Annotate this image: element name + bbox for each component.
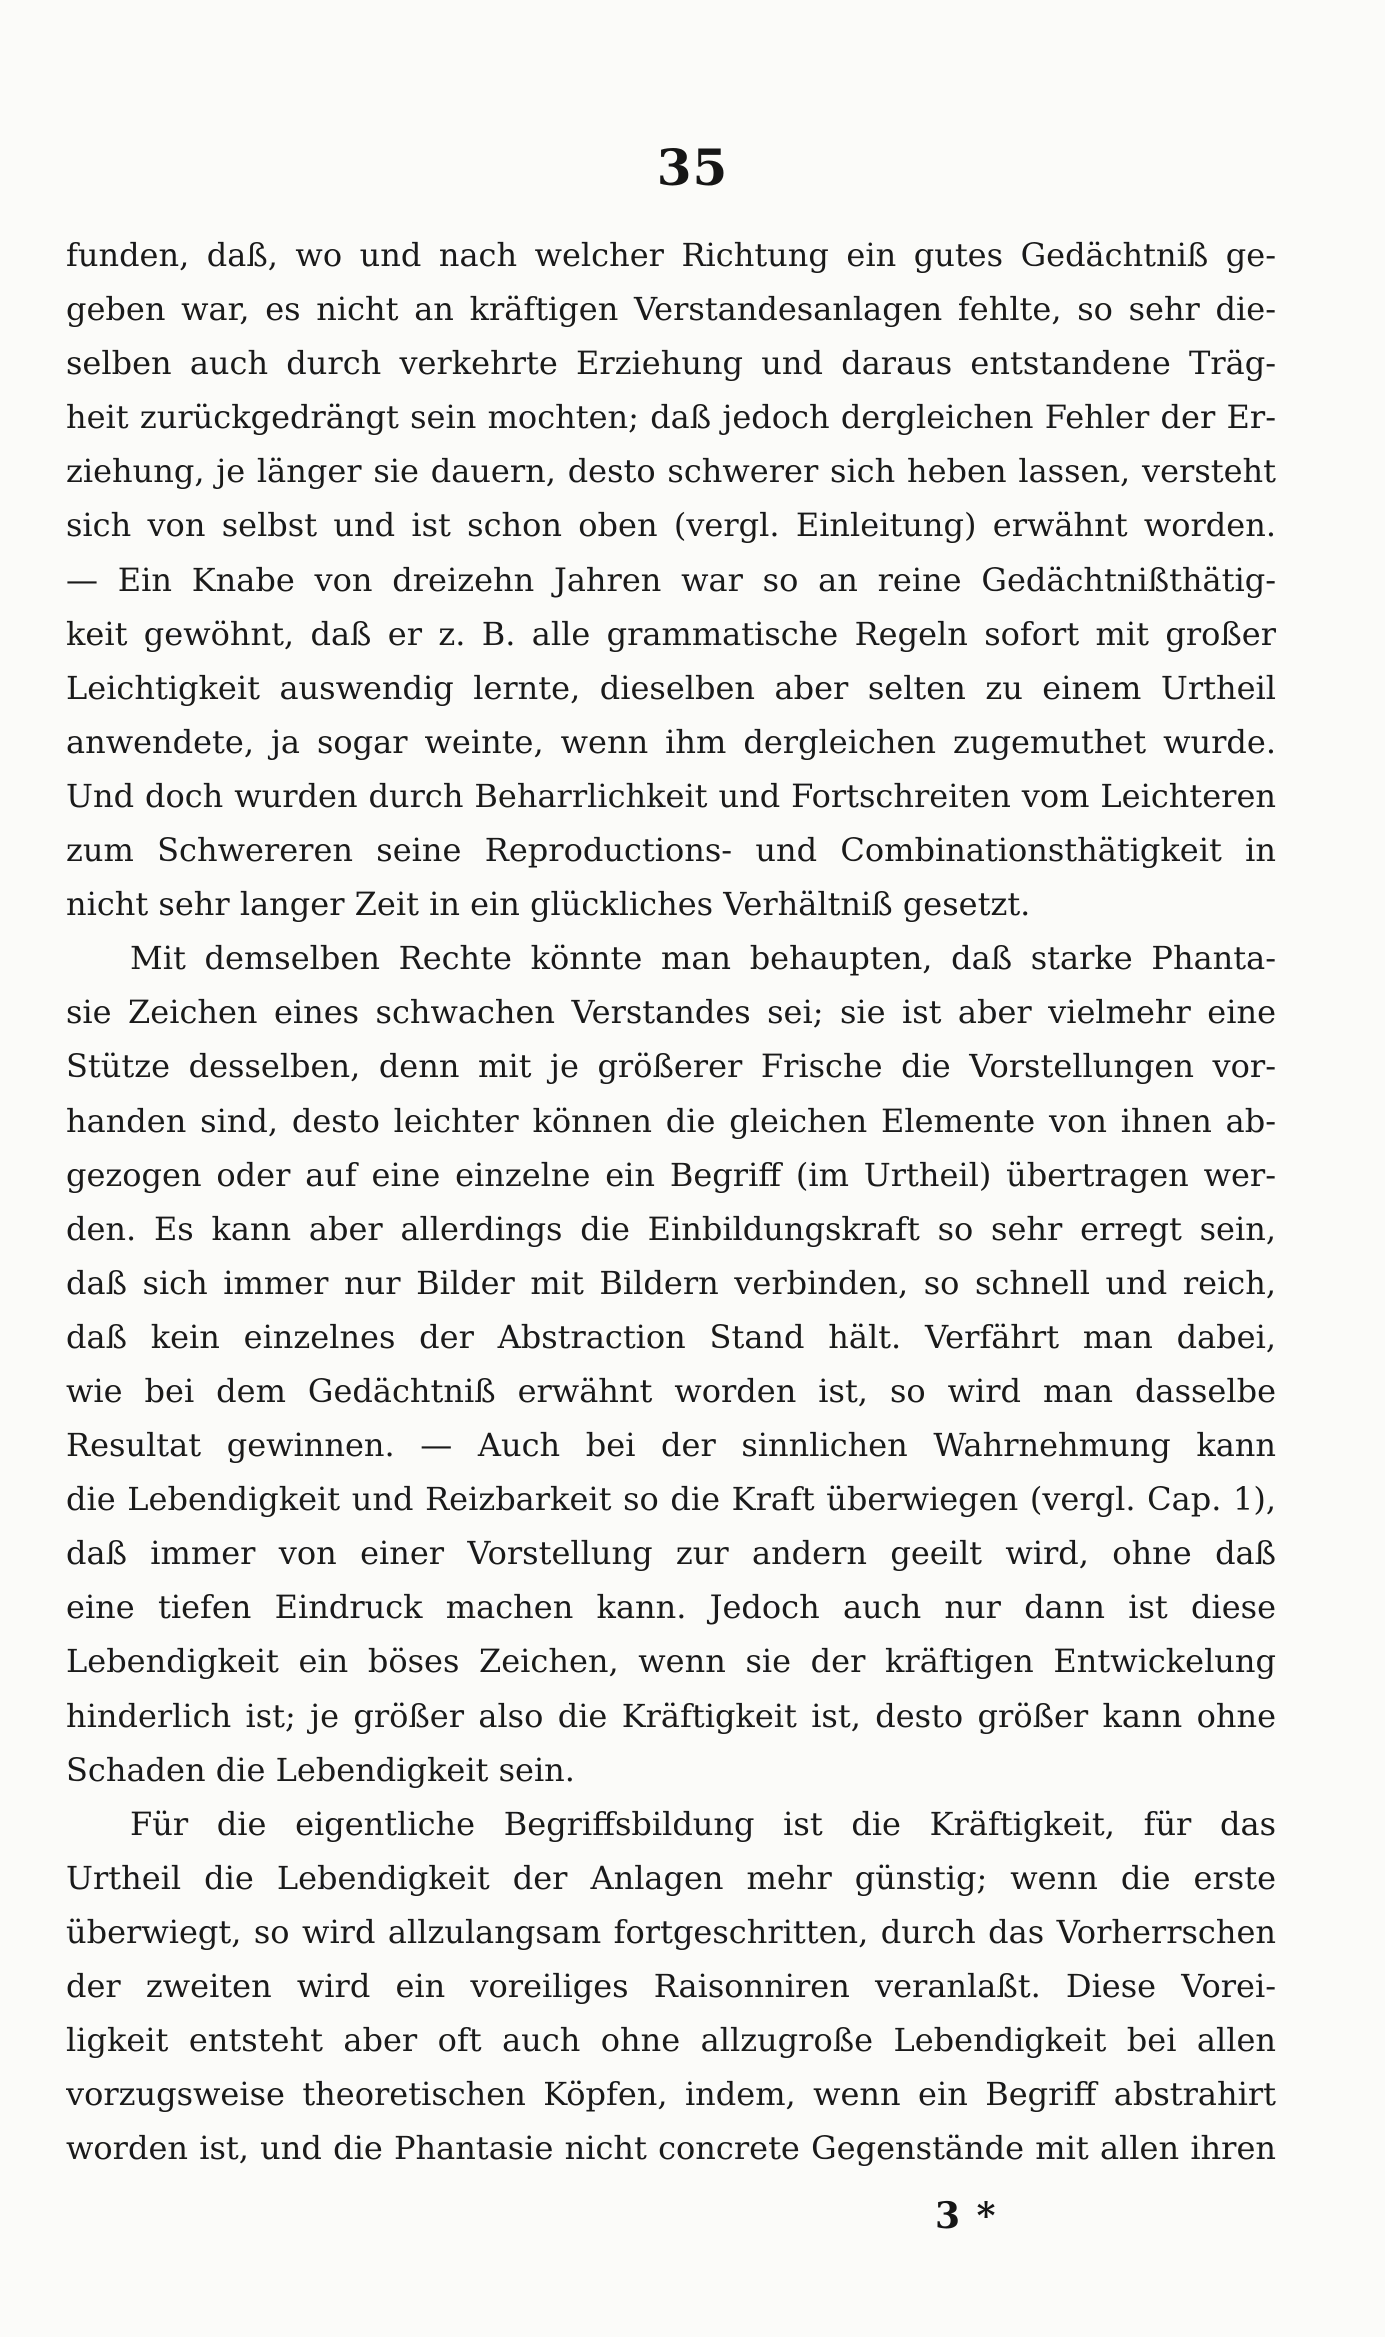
text-line: eine tiefen Eindruck machen kann. Jedoch auch nur dann ist diese [66,1588,1276,1627]
text-line: — Ein Knabe von dreizehn Jahren war so an reine Gedächtnißthätig- [66,560,1276,599]
text-line: sich von selbst und ist schon oben (vergl. Einleitung) erwähnt worden. [66,506,1276,545]
text-line: anwendete, ja sogar weinte, wenn ihm dergleichen zugemuthet wurde. [66,722,1276,761]
text-line: der zweiten wird ein voreiliges Raisonniren veranlaßt. Diese Vorei- [66,1967,1276,2005]
text-line: wie bei dem Gedächtniß erwähnt worden ist, so wird man dasselbe [66,1371,1276,1410]
text-line: Leichtigkeit auswendig lernte, dieselben aber selten zu einem Urtheil [66,668,1276,707]
text-line: daß sich immer nur Bilder mit Bildern verbinden, so schnell und reich, [66,1263,1276,1302]
text-line: vorzugsweise theoretischen Köpfen, indem, wenn ein Begriff abstrahirt [66,2075,1276,2114]
text-line: worden ist, und die Phantasie nicht concrete Gegenstände mit allen ihren [66,2129,1276,2168]
text-line: ligkeit entsteht aber oft auch ohne allzugroße Lebendigkeit bei allen [66,2021,1276,2060]
text-line: Stütze desselben, denn mit je größerer Frische die Vorstellungen vor- [66,1047,1276,1086]
body-text [66,228,1276,2175]
signature-mark: 3 * [935,2195,998,2237]
text-line: selben auch durch verkehrte Erziehung und daraus entstandene Träg- [66,344,1276,383]
text-line: zum Schwereren seine Reproductions- und Combinationsthätigkeit in [66,831,1276,870]
text-line: keit gewöhnt, daß er z. B. alle grammatische Regeln sofort mit großer [66,614,1276,653]
text-line: Urtheil die Lebendigkeit der Anlagen mehr günstig; wenn die erste [66,1858,1276,1897]
text-line: hinderlich ist; je größer also die Kräftigkeit ist, desto größer kann ohne [66,1696,1276,1735]
text-line: Und doch wurden durch Beharrlichkeit und Fortschreiten vom Leichteren [66,776,1276,815]
text-line: heit zurückgedrängt sein mochten; daß jedoch dergleichen Fehler der Er- [66,398,1276,437]
text-line: den. Es kann aber allerdings die Einbildungskraft so sehr erregt sein, [66,1209,1276,1248]
text-line: sie Zeichen eines schwachen Verstandes sei; sie ist aber vielmehr eine [66,993,1276,1032]
text-line: die Lebendigkeit und Reizbarkeit so die Kraft überwiegen (vergl. Cap. 1), [66,1480,1276,1519]
text-line: daß kein einzelnes der Abstraction Stand hält. Verfährt man dabei, [66,1317,1276,1356]
text-line: Lebendigkeit ein böses Zeichen, wenn sie der kräftigen Entwickelung [66,1642,1276,1681]
page-number: 35 [656,138,729,197]
paragraph-end-line: nicht sehr langer Zeit in ein glückliches Verhältniß gesetzt. [66,885,1031,924]
paragraph-start-line: Mit demselben Rechte könnte man behaupten, daß starke Phanta- [130,939,1276,978]
text-line: Resultat gewinnen. — Auch bei der sinnlichen Wahrnehmung kann [66,1426,1276,1465]
text-line: überwiegt, so wird allzulangsam fortgeschritten, durch das Vorherrschen [66,1912,1276,1951]
paragraph-end-line: Schaden die Lebendigkeit sein. [66,1750,575,1789]
text-line: funden, daß, wo und nach welcher Richtung ein gutes Gedächtniß ge- [66,236,1276,274]
text-line: ziehung, je länger sie dauern, desto schwerer sich heben lassen, versteht [66,452,1276,491]
text-line: gezogen oder auf eine einzelne ein Begriff (im Urtheil) übertragen wer- [66,1155,1276,1194]
text-line: geben war, es nicht an kräftigen Verstandesanlagen fehlte, so sehr die- [66,290,1276,329]
paragraph-start-line: Für die eigentliche Begriffsbildung ist die Kräftigkeit, für das [130,1804,1276,1843]
text-line: daß immer von einer Vorstellung zur andern geeilt wird, ohne daß [66,1534,1276,1573]
text-line: handen sind, desto leichter können die gleichen Elemente von ihnen ab- [66,1101,1276,1140]
